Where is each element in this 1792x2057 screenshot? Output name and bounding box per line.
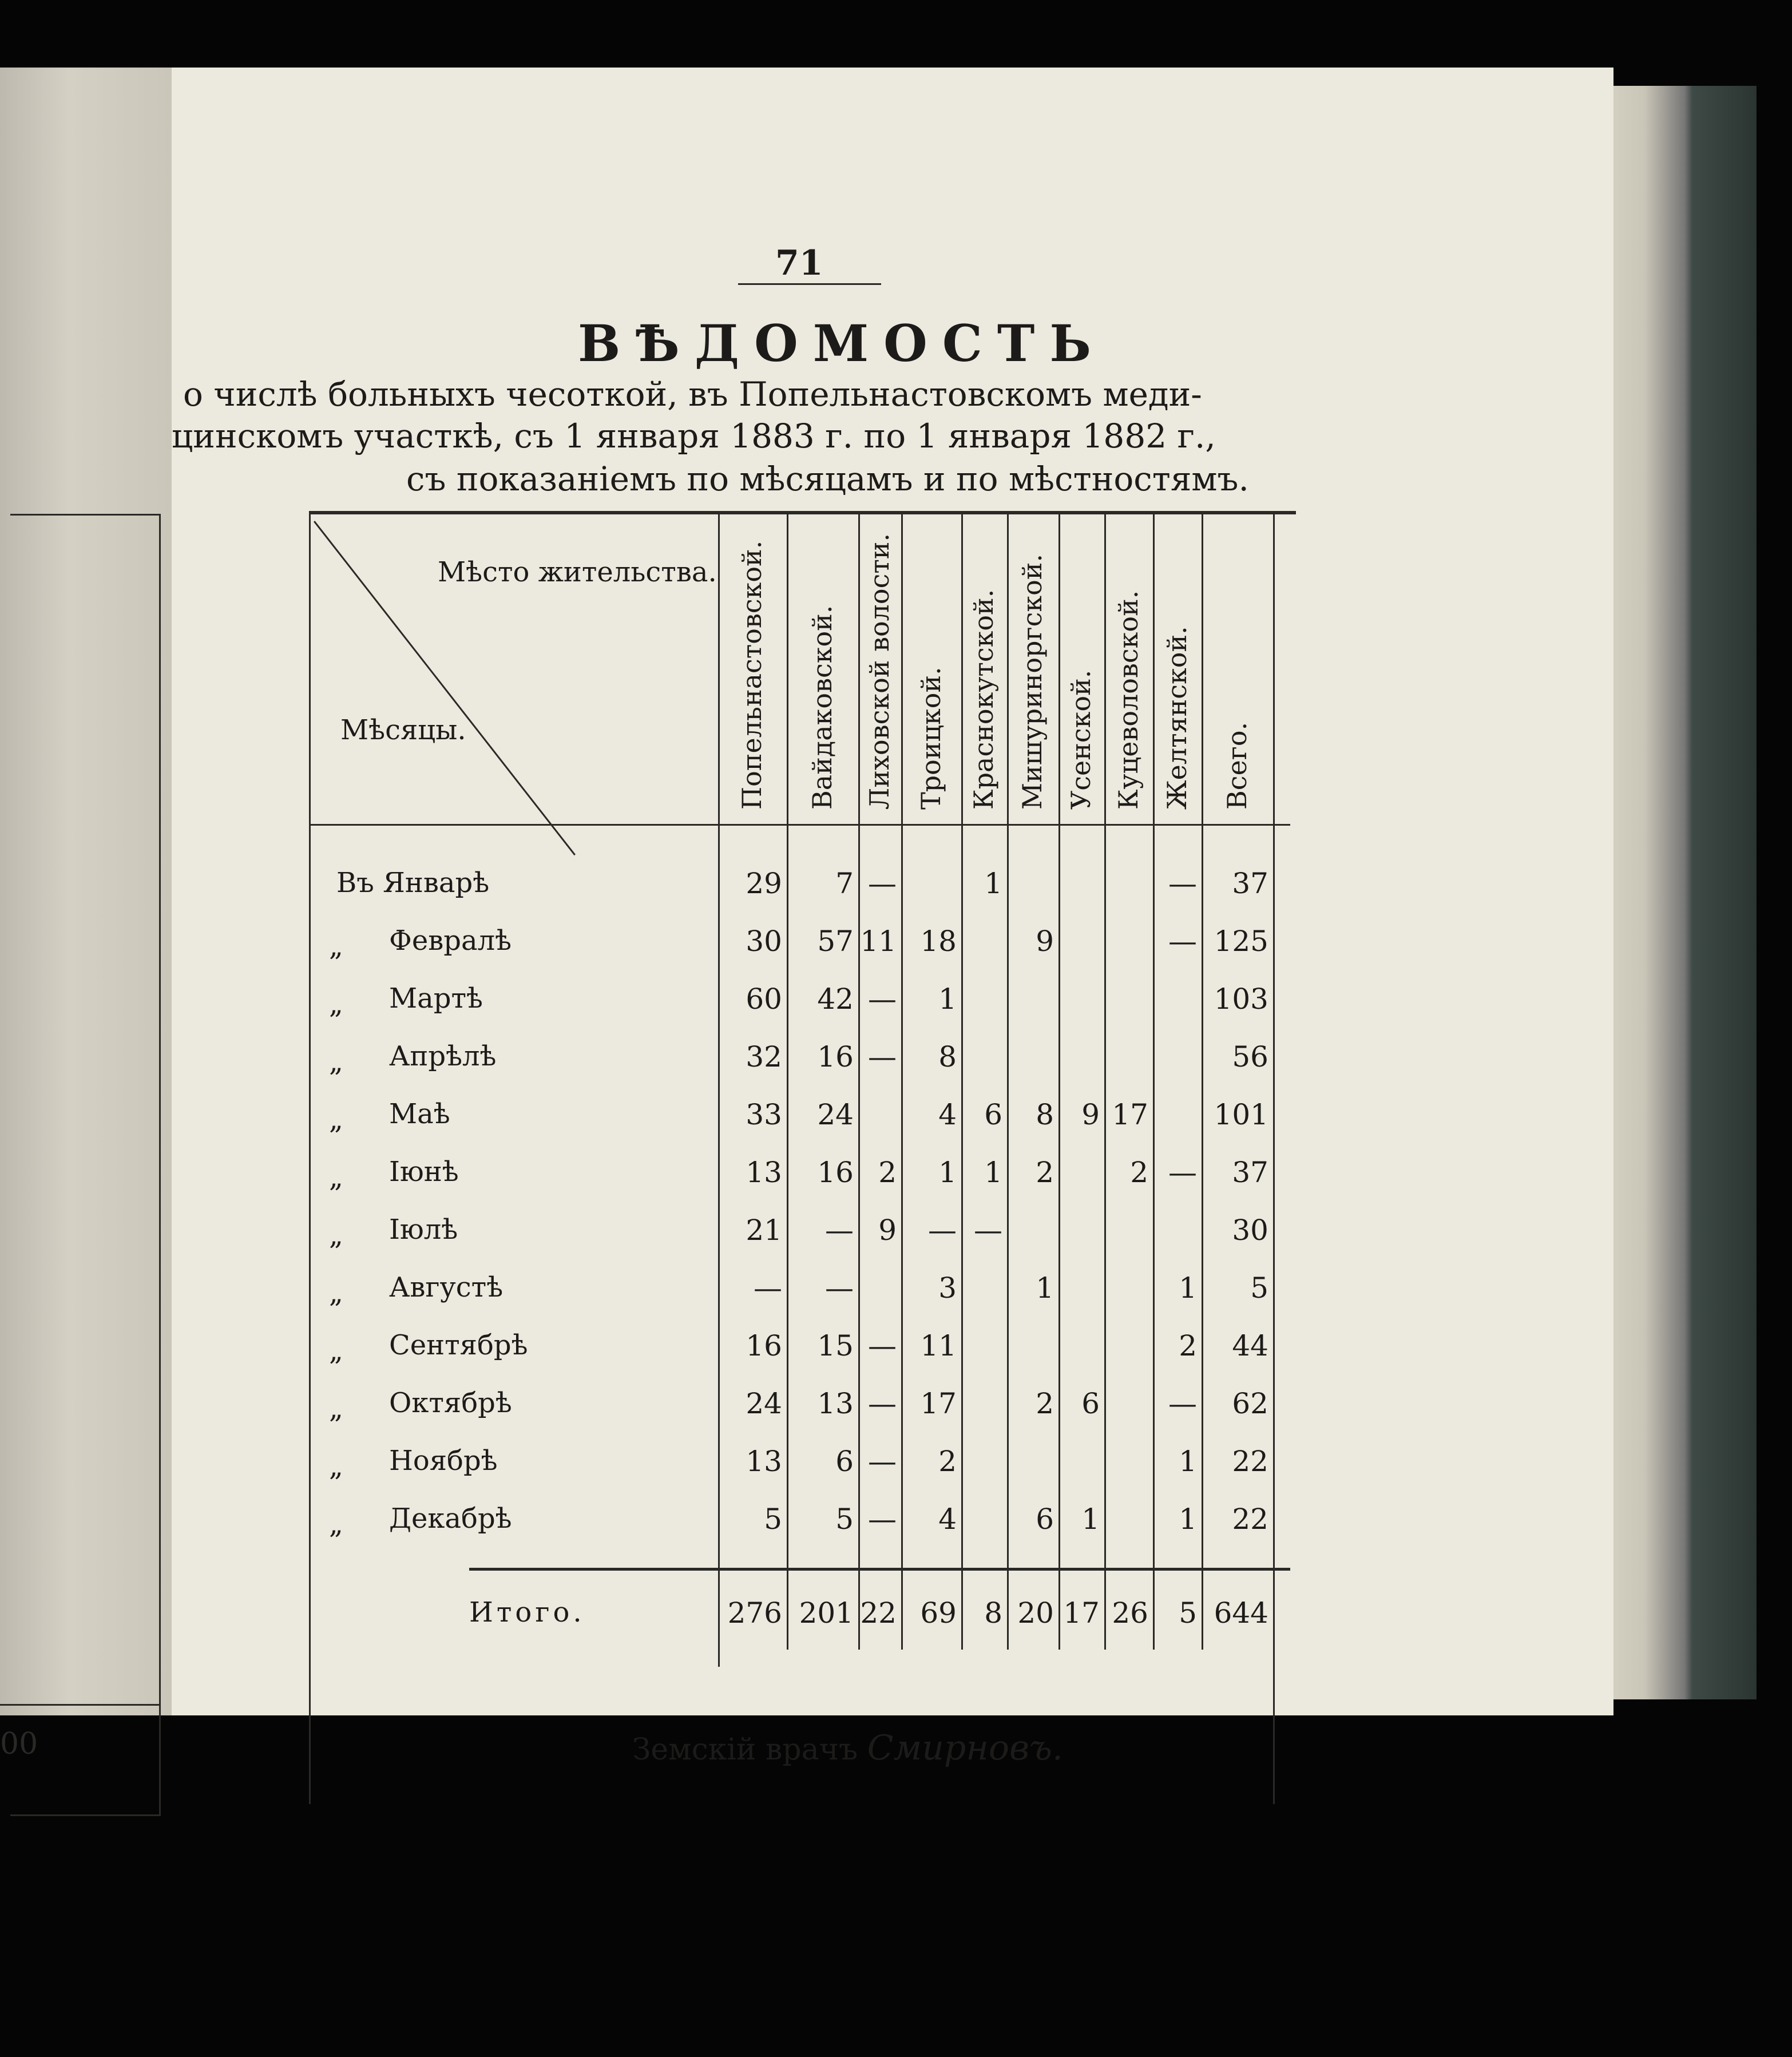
total-cell: 8: [984, 1596, 1002, 1630]
book-edge: [1596, 86, 1757, 1699]
table-cell: 5: [764, 1503, 782, 1536]
table-cell: 2: [1036, 1156, 1054, 1189]
table-cell: 3: [938, 1271, 957, 1305]
ditto-mark: „: [329, 1104, 343, 1136]
left-page: [0, 68, 172, 1761]
column-header: Краснокутской.: [968, 589, 999, 810]
table-cell: 8: [938, 1040, 957, 1073]
table-cell: 1: [938, 1156, 957, 1189]
total-cell: 22: [860, 1596, 897, 1630]
ditto-mark: „: [329, 1450, 343, 1483]
table-cell: 9: [878, 1214, 897, 1247]
table-cell: —: [868, 982, 897, 1016]
ditto-mark: „: [329, 1219, 343, 1251]
table-cell: 4: [938, 1098, 957, 1131]
month-label: Іюлѣ: [389, 1214, 458, 1246]
table-cell: —: [868, 1445, 897, 1478]
total-cell: 26: [1112, 1596, 1148, 1630]
table-cell: —: [928, 1214, 957, 1247]
table-cell: 13: [746, 1445, 782, 1478]
table-cell: —: [868, 1387, 897, 1420]
signature: [632, 1728, 1063, 1768]
table-cell: —: [1168, 1387, 1197, 1420]
column-rule: [961, 511, 963, 1650]
table-cell: 16: [746, 1329, 782, 1362]
table-cell: 5: [1250, 1271, 1268, 1305]
total-cell: 201: [799, 1596, 854, 1630]
table-cell: —: [868, 1503, 897, 1536]
month-label: Октябрѣ: [389, 1387, 512, 1419]
table-cell: 37: [1232, 1156, 1268, 1189]
table-cell: 6: [1036, 1503, 1054, 1536]
ditto-mark: „: [329, 1335, 343, 1367]
total-cell: 20: [1017, 1596, 1054, 1630]
column-header: Троицкой.: [915, 667, 946, 810]
table-cell: 32: [746, 1040, 782, 1073]
table-cell: 2: [878, 1156, 897, 1189]
table-cell: 4: [938, 1503, 957, 1536]
table-cell: 30: [1232, 1214, 1268, 1247]
table-cell: 2: [1130, 1156, 1148, 1189]
table-cell: 42: [817, 982, 854, 1016]
table-cell: —: [1168, 1156, 1197, 1189]
table-cell: 16: [817, 1156, 854, 1189]
column-rule: [901, 511, 903, 1650]
table-cell: 60: [746, 982, 782, 1016]
table-cell: 22: [1232, 1503, 1268, 1536]
column-header: Желтянской.: [1161, 626, 1192, 810]
column-header: Мишуриноргской.: [1017, 553, 1048, 810]
month-label: Ноябрѣ: [389, 1445, 498, 1477]
table-cell: 6: [835, 1445, 854, 1478]
column-header: Попельнастовской.: [736, 540, 767, 810]
table-cell: 7: [835, 867, 854, 900]
table-cell: 1: [984, 1156, 1002, 1189]
table-cell: —: [825, 1214, 854, 1247]
table-cell: 2: [1036, 1387, 1054, 1420]
column-rule: [1202, 511, 1203, 1650]
left-page-fragment: 00: [0, 1727, 38, 1761]
column-rule: [718, 511, 720, 1667]
table-cell: —: [1168, 867, 1197, 900]
table-cell: 1: [1081, 1503, 1100, 1536]
table-cell: 6: [984, 1098, 1002, 1131]
table-cell: 125: [1214, 925, 1268, 958]
ditto-mark: „: [329, 1046, 343, 1078]
month-label: Въ Январѣ: [336, 867, 490, 899]
table-cell: 13: [746, 1156, 782, 1189]
column-rule: [787, 511, 788, 1650]
table-cell: —: [1168, 925, 1197, 958]
table-left-border: [309, 511, 311, 1804]
table-cell: 21: [746, 1214, 782, 1247]
table-cell: 8: [1036, 1098, 1054, 1131]
ditto-mark: „: [329, 1508, 343, 1540]
ditto-mark: „: [329, 1277, 343, 1309]
table-cell: 13: [817, 1387, 854, 1420]
subtitle-line-1: о числѣ больныхъ чесоткой, въ Попельнастовскомъ меди-: [183, 375, 1202, 414]
document-title: ВѢДОМОСТЬ: [578, 314, 1106, 373]
table-cell: 29: [746, 867, 782, 900]
table-cell: 17: [1112, 1098, 1148, 1131]
table-cell: —: [974, 1214, 1002, 1247]
table-cell: 1: [984, 867, 1002, 900]
table-cell: 24: [746, 1387, 782, 1420]
table-top-rule: [309, 511, 1296, 514]
column-rule: [1058, 511, 1060, 1650]
column-header: Усенской.: [1065, 669, 1096, 810]
page-number-rule: [738, 283, 881, 285]
signature-name: Смирновъ.: [867, 1728, 1063, 1768]
month-label: Мартѣ: [389, 982, 483, 1014]
subtitle-line-2: цинскомъ участкѣ, съ 1 января 1883 г. по 1 января 1882 г.,: [172, 417, 1216, 455]
table-cell: —: [825, 1271, 854, 1305]
table-cell: 1: [1179, 1503, 1197, 1536]
total-cell: 644: [1214, 1596, 1268, 1630]
table-right-border: [1273, 511, 1275, 1804]
table-cell: 1: [1179, 1271, 1197, 1305]
table-cell: 11: [920, 1329, 957, 1362]
signature-prefix: Земскій врачъ: [632, 1733, 858, 1767]
ditto-mark: „: [329, 988, 343, 1020]
table-cell: 22: [1232, 1445, 1268, 1478]
table-cell: 2: [1179, 1329, 1197, 1362]
table-cell: —: [754, 1271, 782, 1305]
table-cell: 37: [1232, 867, 1268, 900]
month-label: Августѣ: [389, 1271, 503, 1303]
table-cell: 33: [746, 1098, 782, 1131]
column-header: Лиховской волости.: [863, 533, 895, 810]
table-cell: —: [868, 867, 897, 900]
table-cell: 44: [1232, 1329, 1268, 1362]
month-label: Сентябрѣ: [389, 1329, 528, 1361]
month-label: Апрѣлѣ: [389, 1040, 497, 1072]
table-cell: —: [868, 1329, 897, 1362]
table-cell: 2: [938, 1445, 957, 1478]
month-label: Декабрѣ: [389, 1503, 512, 1535]
table-cell: 15: [817, 1329, 854, 1362]
table-header-rule: [309, 824, 1290, 826]
column-rule: [858, 511, 860, 1650]
left-page-rule: [0, 1704, 160, 1706]
table-cell: 101: [1214, 1098, 1268, 1131]
table-cell: 9: [1036, 925, 1054, 958]
table-cell: 9: [1081, 1098, 1100, 1131]
ditto-mark: „: [329, 1162, 343, 1194]
page-number: 71: [775, 243, 823, 283]
table-cell: 57: [817, 925, 854, 958]
total-cell: 17: [1063, 1596, 1100, 1630]
header-months: Мѣсяцы.: [340, 714, 466, 746]
table-cell: 30: [746, 925, 782, 958]
table-cell: 17: [920, 1387, 957, 1420]
column-rule: [1104, 511, 1106, 1650]
column-header: Куцеволовской.: [1112, 590, 1144, 810]
column-rule: [1007, 511, 1009, 1650]
column-rule: [1153, 511, 1155, 1650]
header-place: Мѣсто жительства.: [438, 556, 717, 588]
total-cell: 69: [920, 1596, 957, 1630]
table-cell: 18: [920, 925, 957, 958]
table-cell: 6: [1081, 1387, 1100, 1420]
table-total-rule: [469, 1568, 1290, 1571]
ditto-mark: „: [329, 1393, 343, 1425]
column-header: Всего.: [1221, 722, 1252, 810]
table-cell: 1: [938, 982, 957, 1016]
column-header: Вайдаковской.: [806, 605, 838, 810]
month-label: Маѣ: [389, 1098, 450, 1130]
month-label: Іюнѣ: [389, 1156, 459, 1188]
ditto-mark: „: [329, 930, 343, 962]
month-label: Февралѣ: [389, 925, 512, 957]
subtitle-line-3: съ показаніемъ по мѣсяцамъ и по мѣстностямъ.: [406, 459, 1249, 498]
table-cell: 24: [817, 1098, 854, 1131]
table-cell: 1: [1036, 1271, 1054, 1305]
table-cell: 62: [1232, 1387, 1268, 1420]
total-cell: 5: [1179, 1596, 1197, 1630]
table-cell: —: [868, 1040, 897, 1073]
total-cell: 276: [727, 1596, 782, 1630]
table-cell: 5: [835, 1503, 854, 1536]
table-cell: 103: [1214, 982, 1268, 1016]
table-cell: 1: [1179, 1445, 1197, 1478]
table-cell: 56: [1232, 1040, 1268, 1073]
table-cell: 16: [817, 1040, 854, 1073]
table-cell: 11: [860, 925, 897, 958]
left-page-table-edge: [10, 514, 161, 1816]
total-label: Итого.: [469, 1596, 585, 1628]
